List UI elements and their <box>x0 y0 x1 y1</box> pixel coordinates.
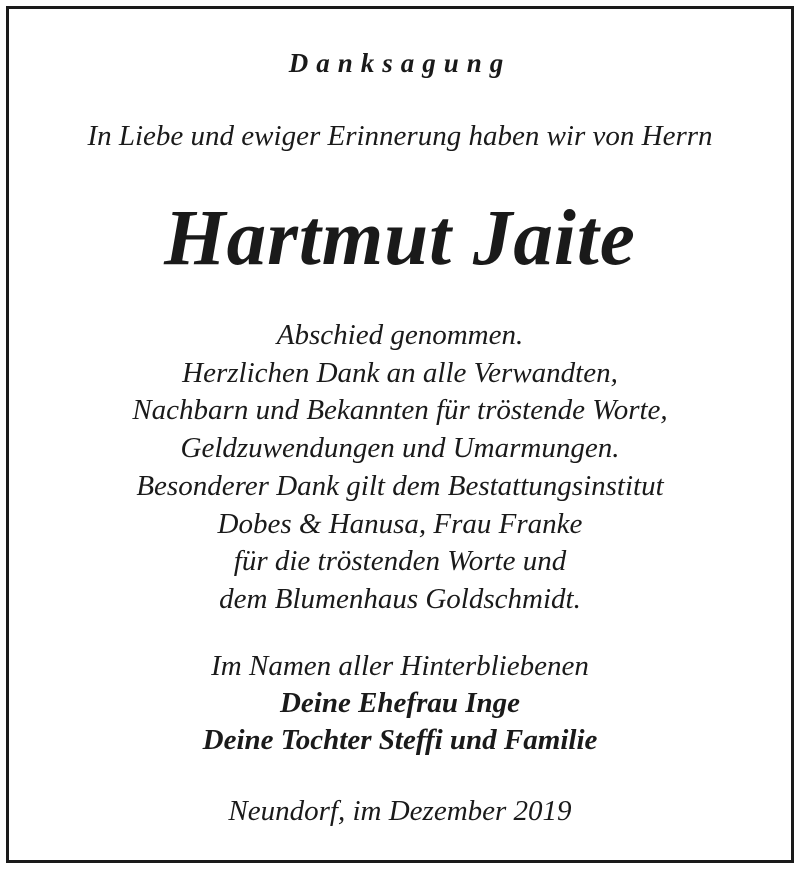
thanks-line: Besonderer Dank gilt dem Bestattungsinstitut <box>136 469 664 502</box>
thanks-line: Herzlichen Dank an alle Verwandten, <box>182 356 618 389</box>
deceased-name: Hartmut Jaite <box>164 195 636 282</box>
signoff-family-daughter: Deine Tochter Steffi und Familie <box>202 724 598 756</box>
notice-frame <box>6 6 794 863</box>
thanks-line: Nachbarn und Bekannten für tröstende Worte, <box>132 394 668 427</box>
thanks-line: Abschied genommen. <box>276 319 524 351</box>
signoff-block <box>9 648 791 759</box>
thanks-line: Dobes & Hanusa, Frau Franke <box>217 507 583 540</box>
thanks-line: Geldzuwendungen und Umarmungen. <box>180 432 620 465</box>
intro-text: In Liebe und ewiger Erinnerung haben wir von Herrn <box>87 120 713 152</box>
signoff-family-spouse: Deine Ehefrau Inge <box>279 687 521 719</box>
signoff-lead: Im Namen aller Hinterbliebenen <box>211 650 589 682</box>
thanks-line: für die tröstenden Worte und <box>233 545 567 578</box>
thanks-paragraph <box>9 317 791 619</box>
notice-title: Danksagung <box>288 48 512 78</box>
place-date: Neundorf, im Dezember 2019 <box>228 795 572 827</box>
thanks-line: dem Blumenhaus Goldschmidt. <box>219 582 581 615</box>
